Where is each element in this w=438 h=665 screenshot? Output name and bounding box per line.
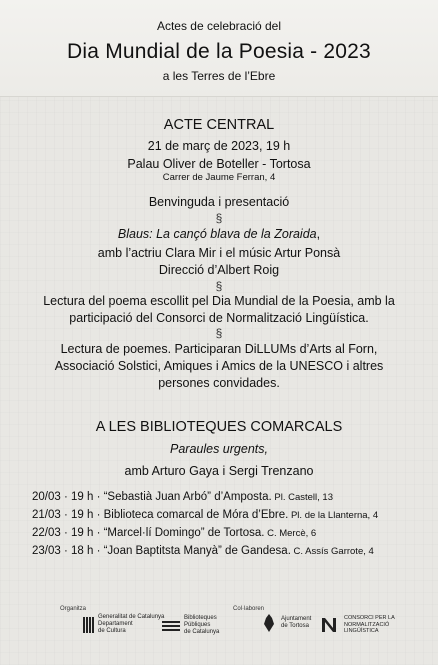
event-row — [32, 524, 432, 542]
ajuntament-logo — [262, 614, 311, 632]
ajuntament-text: Ajuntament de Tortosa — [281, 616, 312, 629]
poems-line-1: Lectura de poemes. Participaran DiLLUMs d’Arts al Forn, — [60, 342, 378, 356]
cpnl-text: CONSORCI PER LA NORMALITZACIÓ LINGÜÍSTICA — [344, 615, 395, 634]
biblioteques-text: Biblioteques Públiques de Catalunya — [184, 615, 220, 635]
section-mark-3: § — [215, 326, 223, 340]
play-performers: amb l’actriu Clara Mir i el músic Artur Ponsà — [97, 246, 341, 260]
acte-venue: Palau Oliver de Boteller - Tortosa — [127, 157, 311, 171]
event-main: 23/03 · 18 h · “Joan Baptitsta Manyà” de Gandesa. — [32, 545, 291, 557]
acte-address: Carrer de Jaume Ferran, 4 — [162, 172, 276, 183]
gencat-text: Generalitat de Catalunya Departament de Cultura — [98, 614, 165, 634]
book-icon — [162, 619, 180, 633]
poems-line-2: Associació Solstici, Amiques i Amics de la UNESCO i altres — [54, 359, 384, 373]
event-row — [32, 506, 432, 524]
welcome-text: Benvinguda i presentació — [148, 195, 290, 209]
show-performers: amb Arturo Gaya i Sergi Trenzano — [124, 464, 314, 478]
event-address: Pl. de la Llanterna, 4 — [288, 510, 379, 521]
col-laboren-label: Col·laboren — [233, 606, 265, 612]
biblioteques-logo — [162, 615, 219, 636]
play-title-suffix: , — [316, 227, 321, 241]
poems-line-3: persones convidades. — [158, 376, 280, 390]
organitza-label: Organitza — [60, 606, 87, 612]
event-main: 21/03 · 19 h · Biblioteca comarcal de Móra d’Ebre. — [32, 509, 289, 521]
event-row — [32, 542, 432, 560]
reading-line-2: participació del Consorci de Normalització Lingüística. — [69, 311, 369, 325]
header-intro: Actes de celebració del — [156, 19, 282, 33]
ajuntament-shield-icon — [262, 614, 276, 632]
event-address: C. Mercè, 6 — [264, 528, 317, 539]
section-mark-1: § — [215, 211, 223, 225]
event-main: 20/03 · 19 h · “Sebastià Juan Arbó” d’Amposta. — [32, 491, 272, 503]
reading-line-1: Lectura del poema escollit pel Dia Mundial de la Poesia, amb la — [43, 294, 395, 308]
section-mark-2: § — [215, 279, 223, 293]
cpnl-mark-icon — [321, 617, 341, 633]
cpnl-logo — [321, 615, 395, 635]
play-title: Blaus: La cançó blava de la Zoraida — [117, 227, 317, 241]
event-list — [32, 488, 432, 560]
acte-central-heading: ACTE CENTRAL — [163, 117, 275, 133]
acte-date: 21 de març de 2023, 19 h — [147, 139, 291, 153]
event-address: Pl. Castell, 13 — [271, 492, 333, 503]
gencat-bars-icon — [83, 617, 95, 633]
header-region: a les Terres de l’Ebre — [162, 69, 276, 83]
biblioteques-heading: A LES BIBLIOTEQUES COMARCALS — [95, 419, 343, 435]
gencat-logo — [83, 614, 164, 635]
show-title: Paraules urgents, — [170, 442, 268, 456]
event-row — [32, 488, 432, 506]
play-title-line — [0, 226, 438, 243]
play-direction: Direcció d’Albert Roig — [158, 263, 280, 277]
event-address: C. Assís Garrote, 4 — [290, 546, 374, 557]
event-main: 22/03 · 19 h · “Marcel·lí Domingo” de Tortosa. — [32, 527, 265, 539]
footer-logos — [0, 600, 438, 640]
page-title: Dia Mundial de la Poesia - 2023 — [67, 40, 371, 63]
